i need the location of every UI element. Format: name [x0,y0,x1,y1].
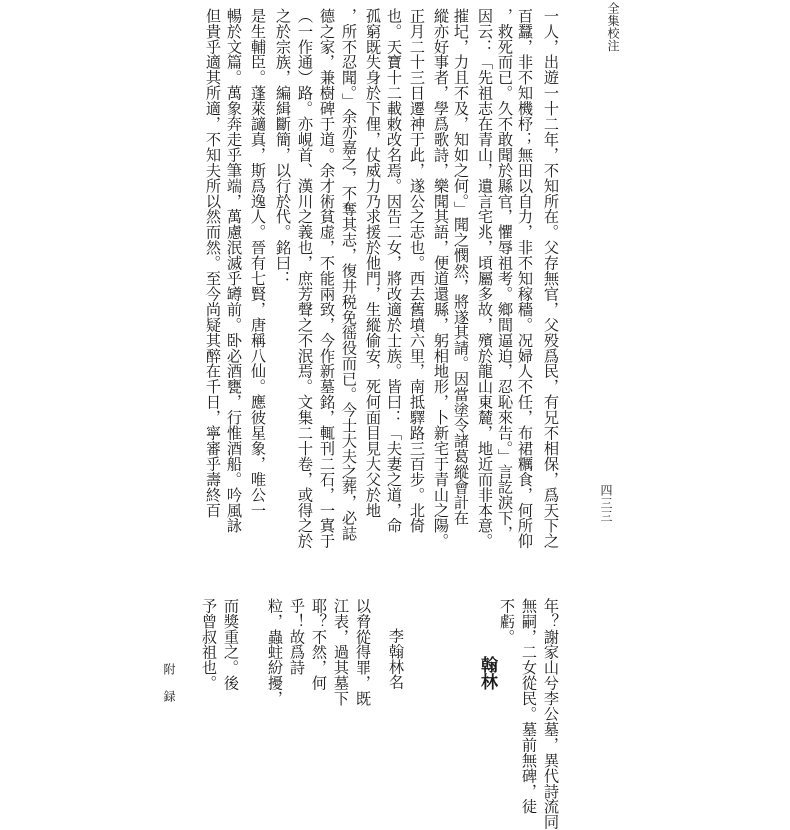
text-column: 耶？不然，何 [310,598,328,691]
text-column: 因云：「先祖志在青山，遺言宅兆，頃屬多故，殯於龍山東麓，地近而非本意。 [476,8,494,549]
text-column: 德之家，兼樹碑于道。余才術貧虚，不能兩致，今作新墓銘，輒刊二石，一寘于 [318,8,336,549]
text-column: （一作通）路。亦峴首、漢川之義也，庶芳聲之不泯焉。文集二十卷，或得之於 [296,8,314,549]
text-column: 予曾叔祖也。 [200,598,218,691]
text-column: 暢於文篇。萬象奔走乎筆端，萬慮泯滅乎罇前。卧必酒甕，行惟酒船。吟風詠 [225,8,243,534]
text-column: 年？謝家山兮李公墓，異代詩流同 [542,598,560,830]
text-column: 一人，出遊一十二年，不知所在。父存無官，父殁爲民，有兄不相保，爲天下之 [542,8,560,549]
text-column: 而獎重之。後 [222,598,240,691]
text-column: 百蠶，非不知機杼；無田以自力，非不知稼穡。况婦人不任，布裙糲食，何所仰 [516,8,534,549]
text-column: 不虧。 [498,598,516,645]
side-mark-appendix: 附 [162,663,176,676]
text-column: 孤窮既失身於下俚，仗威力乃求援於他門，生縱偷安，死何面目見大父於地 [364,8,382,518]
text-column: 以脅從得罪，既 [354,598,372,707]
text-column: 乎！故爲詩 [288,598,306,676]
text-column: ，所不忍聞。」余亦嘉之，不奪其志，復井税免徭役而已。今士大夫之葬，必誌 [340,8,358,542]
page-number: 四三三 [599,484,613,523]
text-column: 江表，過其墓下 [332,598,350,707]
text-column: 之於宗族，編緝斷簡，以行於代。銘曰： [274,8,292,287]
text-column: ，救死而已。久不敢聞於縣官，懼辱祖考。鄉間逼迫，忍恥來告。」言訖淚下， [496,8,514,542]
text-column: 縱亦好事者，學爲歌詩，樂聞其語，便道還縣，躬相地形，卜新宅于青山之陽。 [432,8,450,549]
text-column: 正月二十三日遷神于此，遂公之志也。西去舊墳六里，南抵驛路三百步。北倚 [408,8,426,534]
section-heading: 翰林 [477,656,497,691]
side-mark-record: 録 [162,690,176,703]
text-column: 也。天寶十二載敕改名焉。因告二女，將改適於士族。皆曰：「夫妻之道，命 [385,8,403,534]
text-column: 粒，蟲蛀紛擾， [266,598,284,707]
text-column: 無嗣，二女從民。墓前無碑，徒 [520,598,538,815]
book-title: 全集校注 [606,2,620,52]
text-column: 摧圮，力且不及，知如之何。」聞之憫然，將遂其請。因當塗令諸葛縱會計在 [452,8,470,526]
text-column: 是生輔臣。蓬萊讁真，斯爲逸人。晉有七賢，唐稱八仙。應彼星象，唯公一 [249,8,267,518]
author-line: 李翰林名 [387,628,405,690]
text-column: 但貴乎適其所適，不知夫所以然而然。至今尚疑其醉在千日，寧審乎壽終百 [204,8,222,518]
